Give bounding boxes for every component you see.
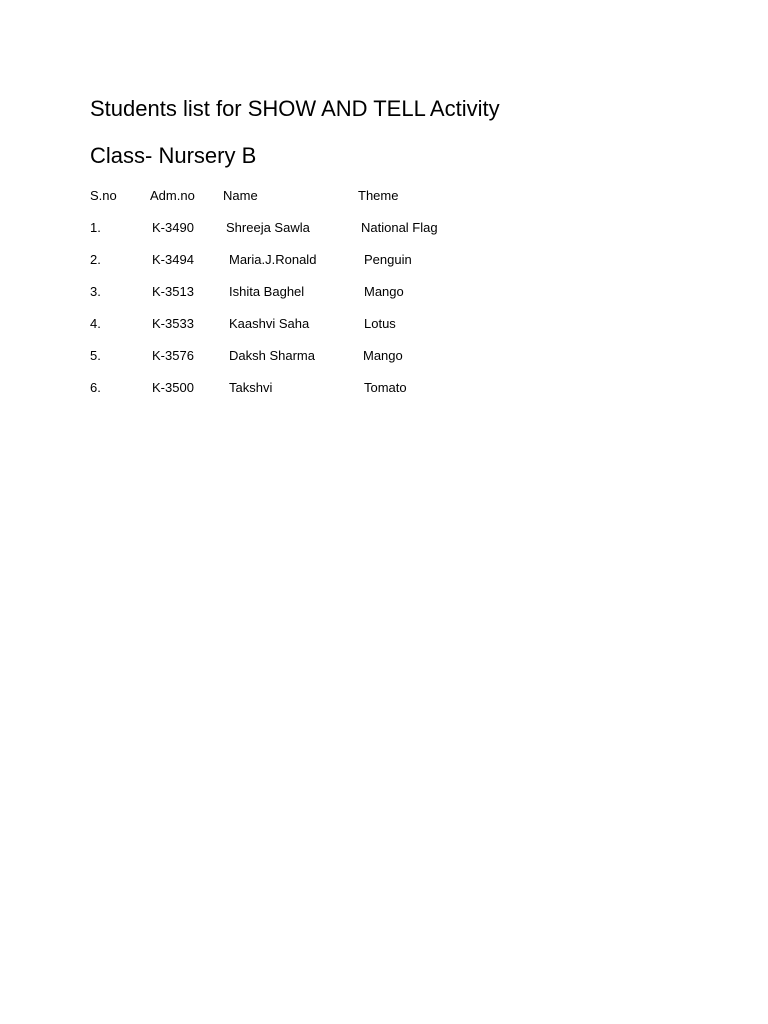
row-theme: National Flag	[361, 220, 438, 235]
table-row	[0, 346, 768, 366]
table-row	[0, 314, 768, 334]
row-sno: 3.	[90, 284, 101, 299]
table-row	[0, 218, 768, 238]
table-row	[0, 250, 768, 270]
row-adm-no: K-3576	[152, 348, 194, 363]
row-adm-no: K-3500	[152, 380, 194, 395]
header-adm-no: Adm.no	[150, 188, 195, 203]
row-name: Takshvi	[229, 380, 273, 395]
row-theme: Mango	[363, 348, 403, 363]
header-name: Name	[223, 188, 258, 203]
class-heading: Class- Nursery B	[90, 143, 257, 168]
row-name: Daksh Sharma	[229, 348, 315, 363]
row-adm-no: K-3513	[152, 284, 194, 299]
header-theme: Theme	[358, 188, 399, 203]
table-header	[0, 186, 768, 206]
row-adm-no: K-3494	[152, 252, 194, 267]
table-row	[0, 378, 768, 398]
row-sno: 4.	[90, 316, 101, 331]
row-theme: Penguin	[364, 252, 412, 267]
row-adm-no: K-3533	[152, 316, 194, 331]
row-name: Maria.J.Ronald	[229, 252, 317, 267]
row-name: Kaashvi Saha	[229, 316, 310, 331]
header-sno: S.no	[90, 188, 117, 203]
row-theme: Lotus	[364, 316, 396, 331]
row-name: Ishita Baghel	[229, 284, 305, 299]
row-sno: 6.	[90, 380, 101, 395]
row-sno: 1.	[90, 220, 101, 235]
row-theme: Mango	[364, 284, 404, 299]
document-title: Students list for SHOW AND TELL Activity	[90, 96, 500, 121]
row-sno: 2.	[90, 252, 101, 267]
row-theme: Tomato	[364, 380, 407, 395]
table-row	[0, 282, 768, 302]
row-adm-no: K-3490	[152, 220, 194, 235]
row-sno: 5.	[90, 348, 101, 363]
row-name: Shreeja Sawla	[226, 220, 310, 235]
